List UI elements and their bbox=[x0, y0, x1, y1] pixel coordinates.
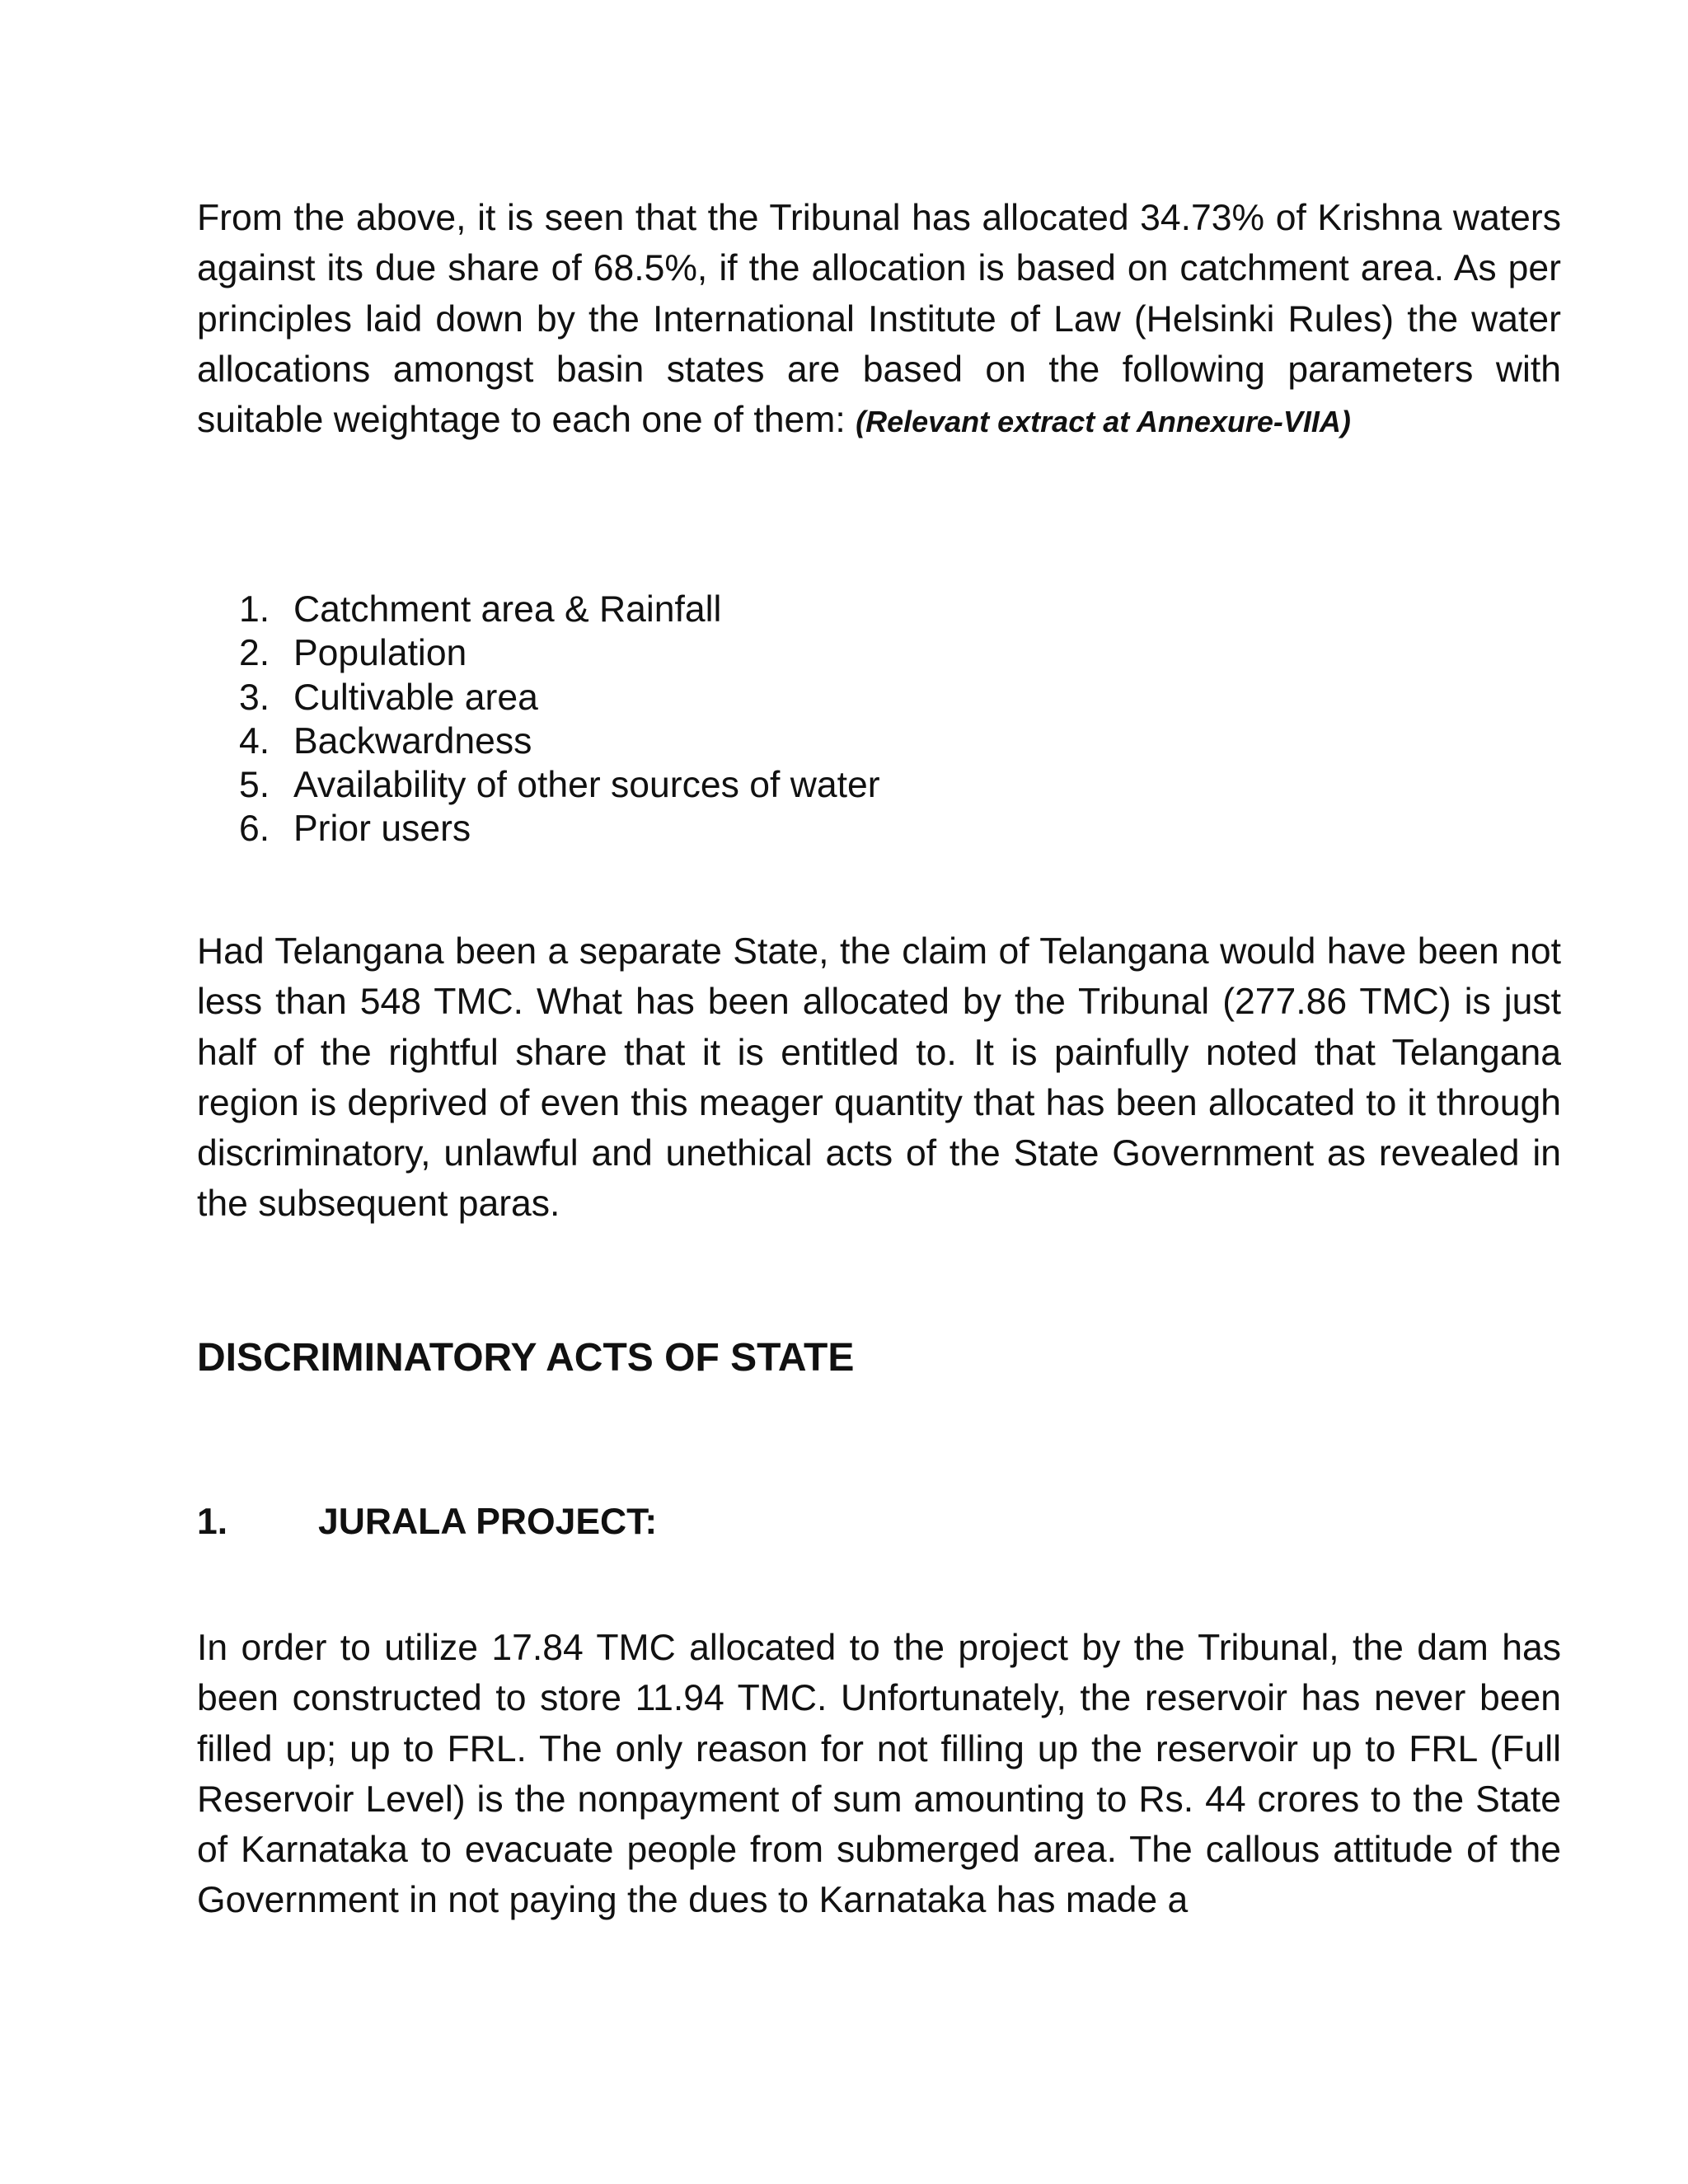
list-item-label: Population bbox=[293, 633, 467, 674]
list-item bbox=[239, 676, 880, 719]
list-item-label: Prior users bbox=[293, 808, 471, 850]
list-item-number: 6. bbox=[239, 808, 270, 850]
paragraph-helsinki-rules-text: From the above, it is seen that the Tribunal has allocated 34.73% of Krishna waters against its due share of 68.5%, if the allocation is based on catchment area. As per principles laid down by the International Institute of Law (Helsinki Rules) the water allocations amongst basin states are based on the following parameters with suitable weightage to each one of them: bbox=[197, 198, 1561, 441]
list-item-label: Catchment area & Rainfall bbox=[293, 589, 722, 630]
list-item-number: 2. bbox=[239, 633, 270, 674]
paragraph-telangana-claim: Had Telangana been a separate State, the claim of Telangana would have been not less than 548 TMC. What has been allocated by the Tribunal (277.86 TMC) is just half of the rightful share that it is entitled to. It is painfully noted that Telangana region is deprived of even this meager quantity that has been allocated to it through discriminatory, unlawful and unethical acts of the State Government as revealed in the subsequent paras. bbox=[197, 931, 1561, 1225]
paragraph-helsinki-rules bbox=[197, 193, 1561, 447]
list-item-number: 5. bbox=[239, 765, 270, 806]
list-item-number: 4. bbox=[239, 720, 270, 762]
list-item-label: Backwardness bbox=[293, 720, 532, 762]
list-item bbox=[239, 719, 880, 763]
annexure-reference-note: (Relevant extract at Annexure-VIIA) bbox=[856, 405, 1351, 439]
list-item bbox=[239, 807, 880, 851]
list-item-label: Availability of other sources of water bbox=[293, 765, 880, 806]
list-item-number: 3. bbox=[239, 677, 270, 718]
list-item bbox=[239, 763, 880, 807]
paragraph-jurala-project: In order to utilize 17.84 TMC allocated to the project by the Tribunal, the dam has been constructed to store 11.94 TMC. Unfortunately, the reservoir has never been filled up; up to FRL. The only reason for not filling up the reservoir up to FRL (Full Reservoir Level) is the nonpayment of sum amounting to Rs. 44 crores to the State of Karnataka to evacuate people from submerged area. The callous attitude of the Government in not paying the dues to Karnataka has made a bbox=[197, 1628, 1561, 1921]
subsection-number: 1. bbox=[197, 1502, 228, 1542]
section-heading: DISCRIMINATORY ACTS OF STATE bbox=[197, 1336, 855, 1380]
list-item-label: Cultivable area bbox=[293, 677, 538, 718]
subsection-heading bbox=[197, 1498, 657, 1546]
list-item bbox=[239, 588, 880, 631]
list-item-number: 1. bbox=[239, 589, 270, 630]
subsection-title: JURALA PROJECT: bbox=[318, 1502, 658, 1542]
list-item bbox=[239, 631, 880, 675]
allocation-parameters-list bbox=[239, 588, 880, 851]
